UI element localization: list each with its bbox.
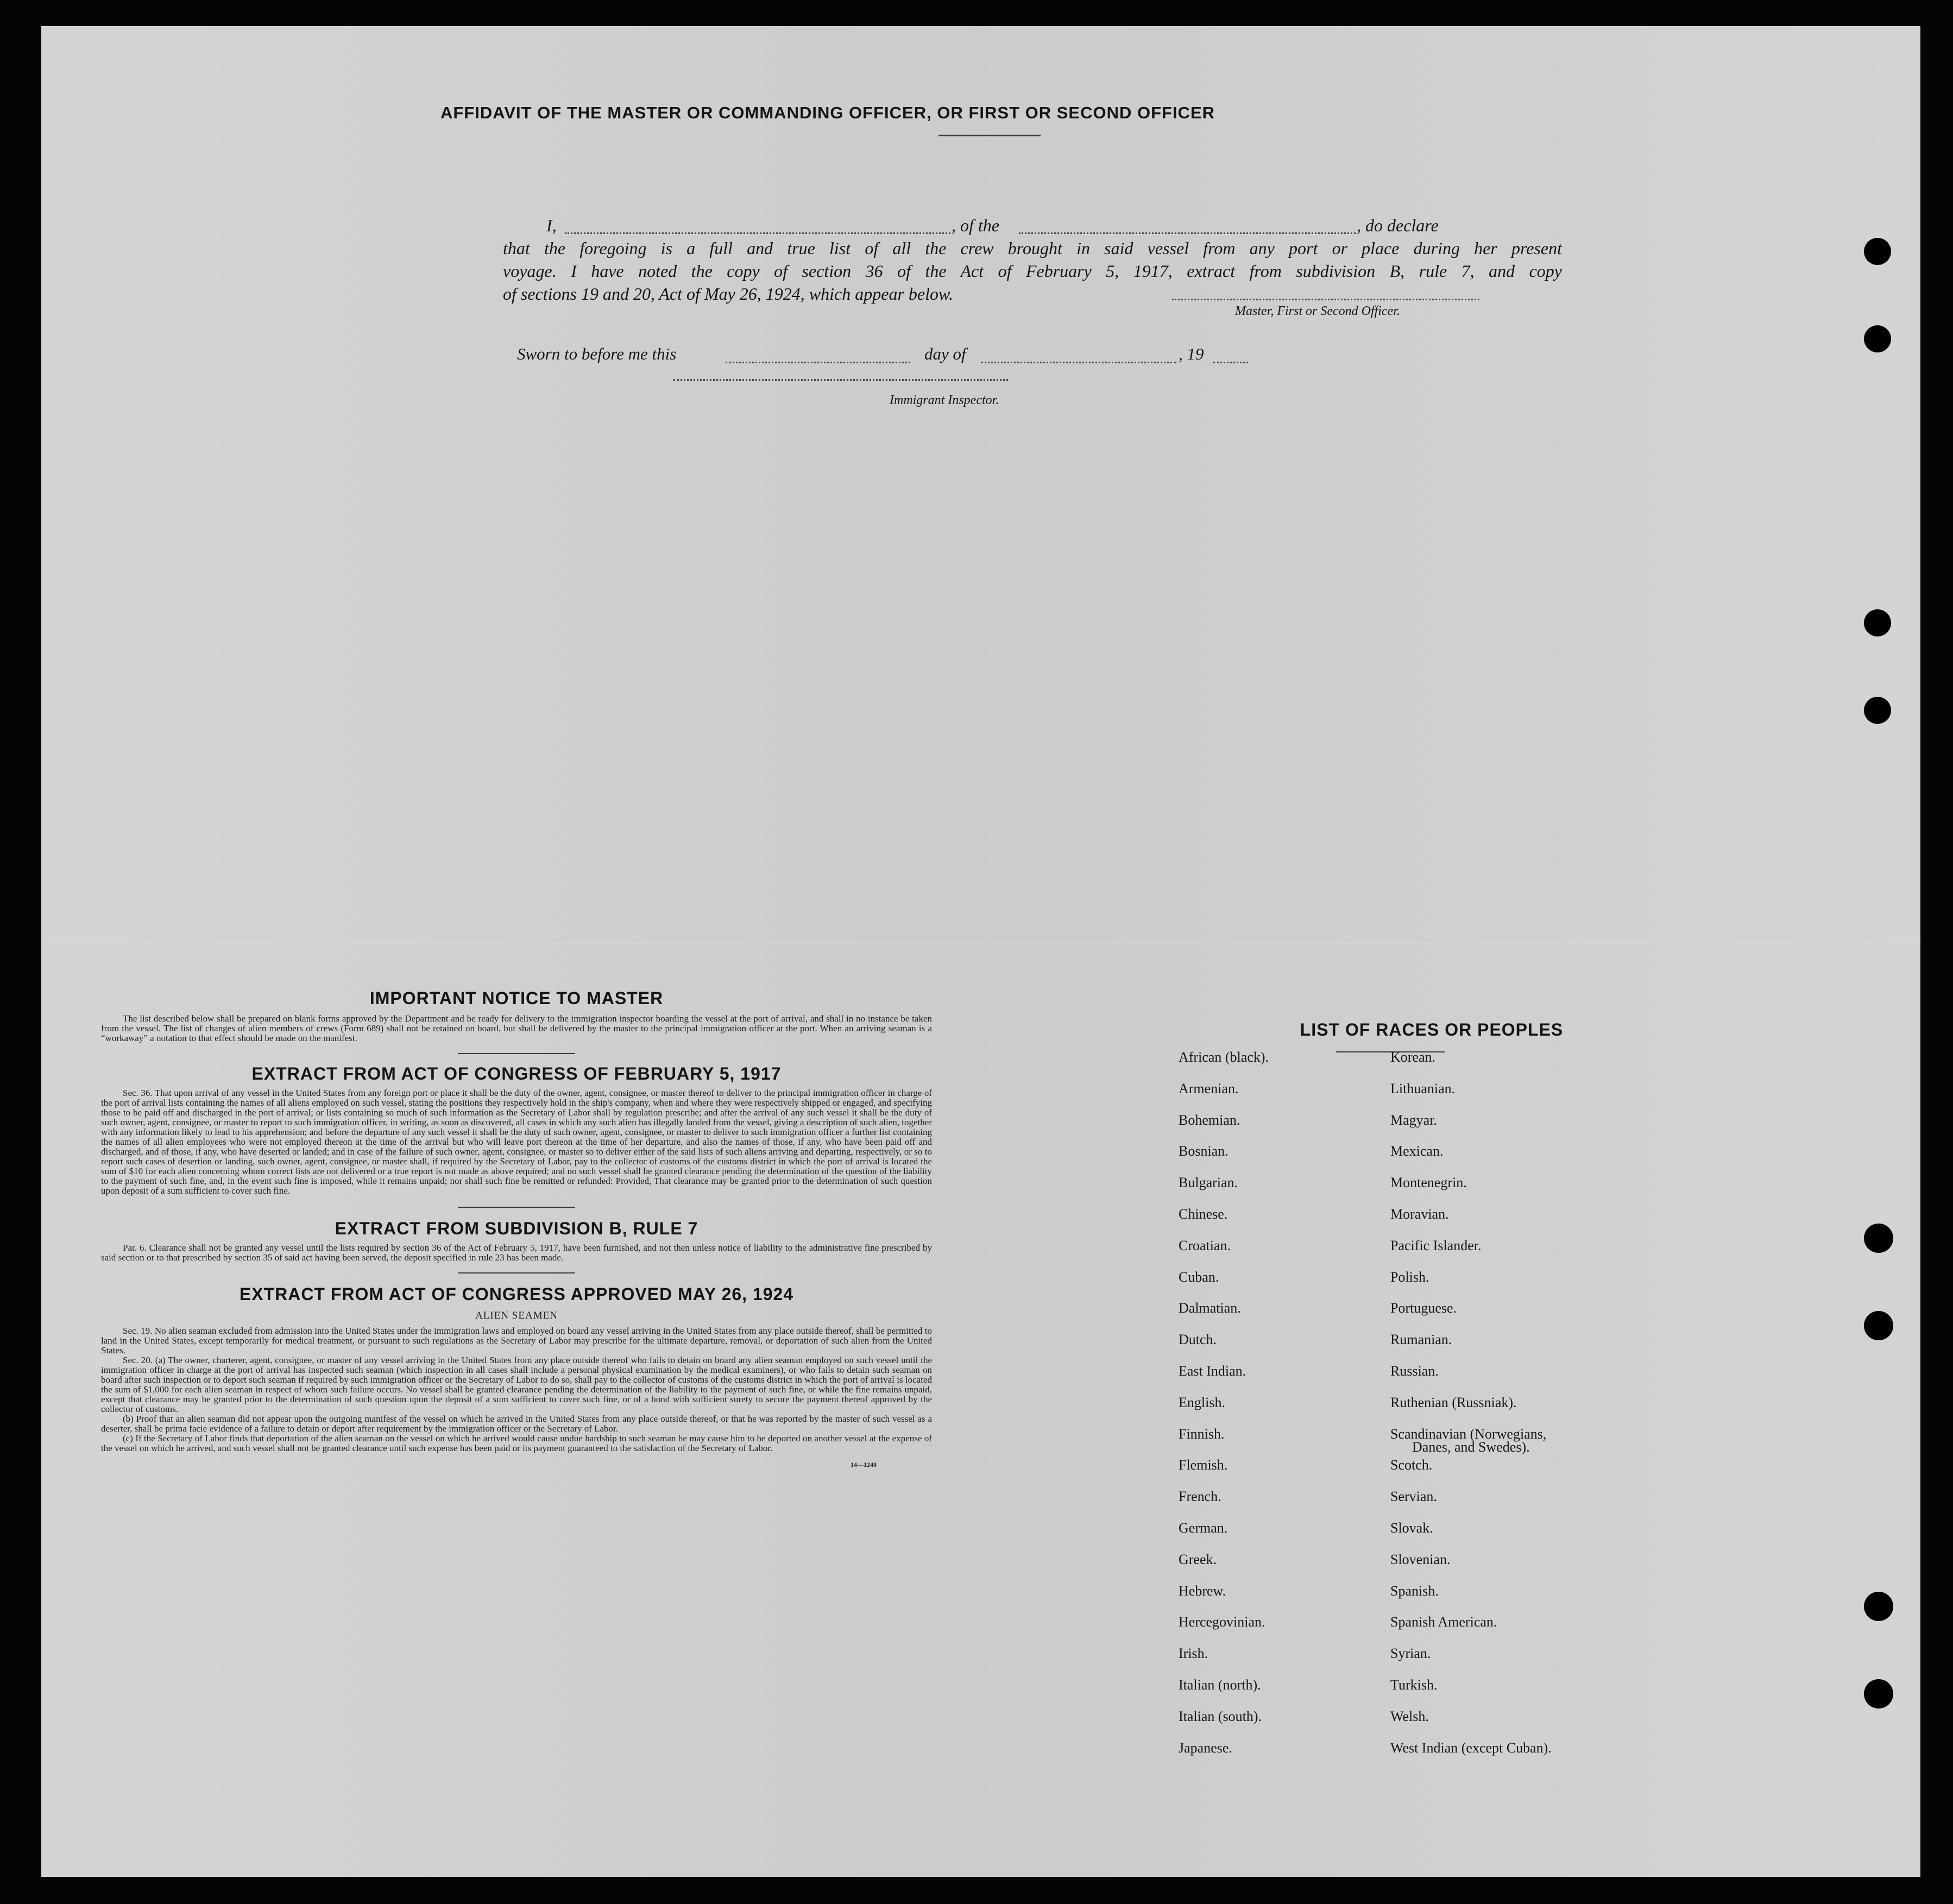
race-item: Chinese. [1179,1206,1228,1222]
race-item: West Indian (except Cuban). [1390,1739,1552,1756]
sworn-line [41,341,1345,368]
of-the-label: , of the [952,216,999,235]
race-item: Armenian. [1179,1080,1239,1096]
document-page [41,26,1920,1877]
race-item: Spanish. [1390,1583,1439,1599]
vessel-blank[interactable] [1019,232,1356,234]
race-item: Japanese. [1179,1739,1232,1756]
day-of-label: day of [924,344,966,363]
race-item: Cuban. [1179,1269,1219,1285]
race-item: African (black). [1179,1049,1269,1065]
extract-1924-title: EXTRACT FROM ACT OF CONGRESS APPROVED MAY 26, 1924 [239,1284,794,1304]
race-item: Montenegrin. [1390,1175,1467,1191]
race-item: Bohemian. [1179,1112,1240,1128]
affidavit-title: AFFIDAVIT OF THE MASTER OR COMMANDING OFFICER, OR FIRST OR SECOND OFFICER [440,103,1215,122]
name-blank[interactable] [565,232,950,234]
race-item: Portuguese. [1390,1300,1457,1316]
extract-1924-body [101,1326,932,1453]
race-item: Russian. [1390,1363,1439,1379]
race-item: Bosnian. [1179,1143,1228,1159]
race-item: German. [1179,1520,1228,1536]
race-item: Magyar. [1390,1112,1437,1128]
race-item: Flemish. [1179,1457,1228,1473]
section-20c-text: (c) If the Secretary of Labor finds that deportation of the alien seaman on the vessel on which he arrived would cause undue hardship to such seaman he may cause him to be deported on another vessel at the expense of the vessel on which he arrived, and such vessel shall not be granted clearance until such expense has been paid or its payment guaranteed to the satisfaction of the Secretary of Labor. [101,1433,932,1453]
race-item: Italian (north). [1179,1677,1261,1693]
section-20a-text: Sec. 20. (a) The owner, charterer, agent, consignee, or master of any vessel arriving in the United States from any place outside thereof who fails to detain on board any alien seaman employed on such vessel until the immigration officer in charge at the port of arrival has inspected such seaman (which inspection in all cases shall include a personal physical examination by the medical examiners), or who fails to detain such seaman on board after such inspection or to deport such seaman if required by such immigration officer or the Secretary of Labor to do so, shall pay to the collector of customs of the customs district in which the port of arrival is located the sum of $1,000 for each alien seaman in respect of whom such failure occurs. No vessel shall be granted clearance pending the determination of the liability to the payment of such fine, or while the fine remains unpaid, except that clearance may be granted prior to the determination of such question upon the deposit of a sum sufficient to cover such fine, or of a bond with sufficient surety to secure the payment thereof approved by the collector of customs. [101,1355,932,1414]
race-item: Pacific Islander. [1390,1237,1482,1253]
inspector-caption: Immigrant Inspector. [890,393,999,407]
race-item: French. [1179,1489,1221,1505]
extract-rule7-body [101,1243,932,1263]
race-item: Spanish American. [1390,1614,1497,1630]
notice-body [101,1014,932,1043]
race-item-continuation: Danes, and Swedes). [1412,1439,1530,1455]
extract-1917-body [101,1088,932,1196]
race-item: Hercegovinian. [1179,1614,1265,1630]
race-item: Slovenian. [1390,1551,1451,1567]
section-20b-text: (b) Proof that an alien seaman did not appear upon the outgoing manifest of the vessel on which he arrived in the United States from any place outside thereof, or that he was reported by the master of such vessel as a deserter, shall be prima facie evidence of a failure to detain or deport after requirement by the immigration officer or the Secretary of Labor. [101,1414,932,1434]
binder-hole [1864,325,1891,352]
race-item: Finnish. [1179,1426,1225,1442]
divider [458,1272,575,1273]
race-item: Servian. [1390,1489,1437,1505]
race-item: Polish. [1390,1269,1429,1285]
affidavit-body [503,214,1562,305]
binder-hole [1864,1224,1893,1253]
race-item: Rumanian. [1390,1332,1452,1348]
race-item: Irish. [1179,1645,1208,1662]
race-item: Scotch. [1390,1457,1433,1473]
do-declare-label: , do declare [1357,216,1439,235]
year-prefix: , 19 [1179,344,1204,363]
divider [458,1053,575,1054]
sworn-label: Sworn to before me this [517,344,677,363]
declaration-line-2: that the foregoing is a full and true list of all the crew brought in said vessel from any port or place during her present [503,238,1562,258]
race-item: Ruthenian (Russniak). [1390,1394,1517,1410]
notice-section [101,988,932,1469]
notice-paragraph: The list described below shall be prepared on blank forms approved by the Department and be ready for delivery to the immigration inspector boarding the vessel at the port of arrival, and shall in no instance be taken from the vessel. The list of changes of alien members of crews (Form 689) shall not be retained on board, but shall be delivered by the master to the principal immigration officer at the port. When an arriving seaman is a “workaway” a notation to that effect should be made on the manifest. [101,1013,932,1043]
race-item: Lithuanian. [1390,1080,1456,1096]
race-item: Croatian. [1179,1237,1231,1253]
binder-hole [1864,238,1891,265]
paragraph-6-text: Par. 6. Clearance shall not be granted any vessel until the lists required by section 36 of the Act of February 5, 1917, have been furnished, and not then unless notice of liability to the administrative fine prescribed by said section or to that prescribed by section 35 of said act having been served, the deposit specified in rule 23 has been made. [101,1243,932,1263]
race-item: Mexican. [1390,1143,1444,1159]
fold-crease [41,942,1920,943]
day-blank[interactable] [726,362,910,363]
race-item: Greek. [1179,1551,1217,1567]
race-item: Moravian. [1390,1206,1449,1222]
race-item: Scandinavian (Norwegians, [1390,1426,1547,1442]
binder-hole [1864,697,1891,724]
race-item: Dutch. [1179,1332,1217,1348]
divider [458,1207,575,1208]
race-item: Welsh. [1390,1708,1429,1724]
binder-hole [1864,1592,1893,1621]
i-label: I, [546,216,557,235]
section-36-text: Sec. 36. That upon arrival of any vessel in the United States from any foreign port or place it shall be the duty of the owner, agent, consignee, or master thereof to deliver to the principal immigration officer in charge of the port of arrival lists containing the names of all aliens employed on such vessel, stating the positions they respectively hold in the ship's company, when and where they were respectively shipped or engaged, and specifying those to be paid off and discharged in the port of arrival; or lists containing so much of such information as the Secretary of Labor shall by regulation prescribe; and after the arrival of any such vessel it shall be the duty of such owner, agent, consignee, or master to report to such immigration officer, in writing, as soon as discovered, all cases in which any such alien has illegally landed from the vessel, giving a description of such alien, together with any information likely to lead to his apprehension; and before the departure of any such vessel it shall be the duty of such owner, agent, consignee, or master to deliver to such immigration officer a further list containing the names of all alien employees who were not employed thereon at the time of the arrival but who will leave port thereon at the time of her departure, and also the names of those, if any, who have been paid off and discharged, and of those, if any, who have deserted or landed; and in case of the failure of such owner, agent, consignee, or master so to deliver either of the said lists of such aliens arriving and departing, respectively, or so to report such cases of desertion or landing, such owner, agent, consignee, or master shall, if required by the Secretary of Labor, pay to the collector of customs of the customs district in which the port of arrival is located the sum of $10 for each alien concerning whom correct lists are not delivered or a true report is not made as above required; and no such vessel shall be granted clearance pending the determination of the question of the liability to the payment of such fine, and, in the event such fine is imposed, while it remains unpaid; nor shall such fine be remitted or refunded: Provided, That clearance may be granted prior to the determination of such question upon deposit of a sum sufficient to cover such fine. [101,1088,932,1196]
master-signature-line[interactable] [1172,299,1479,300]
section-19-text: Sec. 19. No alien seaman excluded from admission into the United States under the immigration laws and employed on board any vessel arriving in the United States from any place outside thereof, shall be permitted to land in the United States, except temporarily for medical treatment, or pursuant to such regulations as the Secretary of Labor may prescribe for the ultimate departure, removal, or deportation of such alien from the United States. [101,1326,932,1356]
race-item: Syrian. [1390,1645,1431,1662]
extract-rule7-title: EXTRACT FROM SUBDIVISION B, RULE 7 [335,1219,698,1238]
form-number: 14—1240 [850,1461,877,1468]
race-item: Hebrew. [1179,1583,1226,1599]
binder-hole [1864,609,1891,636]
race-item: Slovak. [1390,1520,1433,1536]
race-item: Korean. [1390,1049,1436,1065]
race-item: Bulgarian. [1179,1175,1238,1191]
year-blank[interactable] [1213,362,1248,363]
inspector-signature-line[interactable] [673,379,1008,381]
declaration-line-3: voyage. I have noted the copy of section 36 of the Act of February 5, 1917, extract from subdivision B, rule 7, and copy [503,261,1562,281]
declaration-line-1 [503,214,1562,237]
master-signature-caption: Master, First or Second Officer. [1235,304,1400,318]
binder-hole [1864,1679,1893,1708]
race-item: Dalmatian. [1179,1300,1241,1316]
binder-hole [1864,1311,1893,1340]
declaration-line-4: of sections 19 and 20, Act of May 26, 1924, which appear below. [503,284,953,304]
notice-title: IMPORTANT NOTICE TO MASTER [369,988,664,1008]
race-item: Italian (south). [1179,1708,1262,1724]
race-item: English. [1179,1394,1225,1410]
race-item: Turkish. [1390,1677,1438,1693]
month-blank[interactable] [981,362,1176,363]
extract-1917-title: EXTRACT FROM ACT OF CONGRESS OF FEBRUARY 5, 1917 [251,1064,782,1083]
races-title: LIST OF RACES OR PEOPLES [1300,1020,1564,1039]
title-underline [938,135,1041,136]
alien-seamen-subtitle: ALIEN SEAMEN [475,1310,558,1321]
race-item: East Indian. [1179,1363,1246,1379]
